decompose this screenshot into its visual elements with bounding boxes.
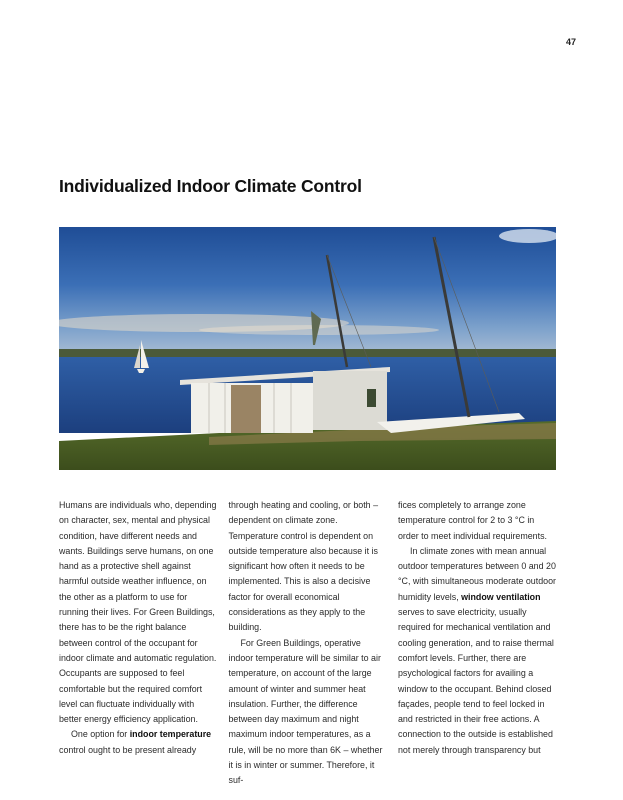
section-title: Individualized Indoor Climate Control <box>59 176 362 196</box>
text-run: One option for <box>71 729 130 740</box>
text-column-1 <box>59 498 217 789</box>
body-text <box>59 498 556 789</box>
paragraph: through heating and cooling, or both – dependent on climate zone. Temperature control is dependent on outside temperature also because it is significant how often it needs to be implemented. This is also a decisive factor for overall economical considerations as they apply to the building. <box>228 500 379 633</box>
text-column-3 <box>398 498 556 789</box>
text-column-2 <box>229 498 387 789</box>
lake-boathouse-photo <box>59 227 556 470</box>
page-number: 47 <box>566 37 577 47</box>
text-run: In climate zones with mean annual outdoor temperatures between 0 and 20 °C, with simultaneous moderate outdoor humidity levels, <box>398 545 556 602</box>
text-run: control ought to be present already <box>59 744 197 755</box>
keyword: window ventilation <box>461 591 541 602</box>
keyword: indoor temperature <box>129 729 212 740</box>
far-shore <box>59 349 556 357</box>
paragraph <box>398 544 556 758</box>
text-run: serves to save electricity, usually required for mechanical ventilation and cooling generation, and to raise thermal comfort levels. Further, there are psychological factors for availing a window to the occupant. Behind closed façades, people tend to feel locked in and restricted in their free actions. A connection to the outside is established not merely through transparency but <box>398 607 554 755</box>
paragraph <box>59 727 217 758</box>
paragraph: For Green Buildings, operative indoor temperature will be similar to air temperature, on account of the large amount of winter and summer heat insulation. Further, the difference between day maximum and night maximum indoor temperatures, as a rule, will be no more than 6K – whether it is in winter or summer. Therefore, it suf- <box>228 637 383 786</box>
paragraph: fices completely to arrange zone temperature control for 2 to 3 °C in order to meet individual requirements. <box>398 500 547 541</box>
sky <box>59 227 556 355</box>
paragraph: Humans are individuals who, depending on character, sex, mental and physical condition, have different needs and wants. Buildings serve humans, on one hand as a protective shell against harmful outside weather influence, on the other as a platform to use for running their lives. For Green Buildings, there has to be the right balance between control of the occupant for indoor climate and automatic regulation. Occupants are supposed to feel comfortable but the required comfort level can fluctuate individually with better energy efficiency application. <box>59 500 217 725</box>
